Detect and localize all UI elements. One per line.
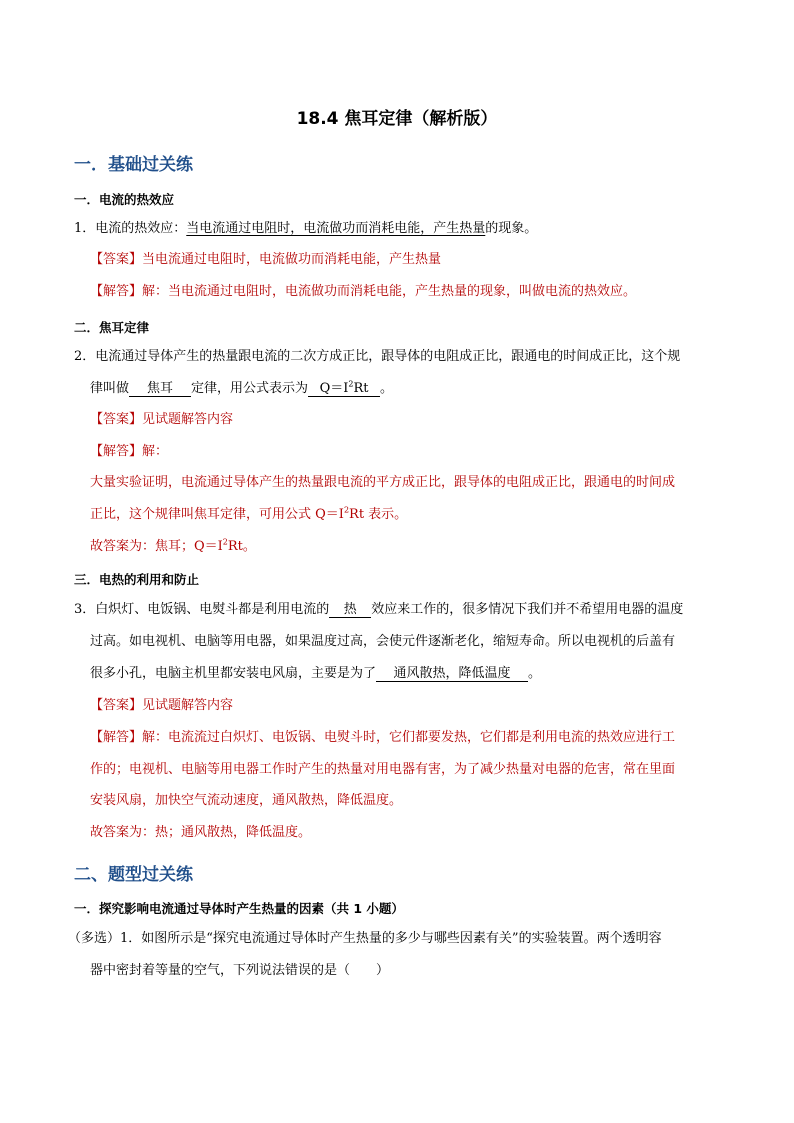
question-2-text-b: 定律，用公式表示为	[191, 381, 309, 396]
question-2-line-1: 2．电流通过导体产生的热量跟电流的二次方成正比，跟导体的电阻成正比，跟通电的时间成正比，这个规	[74, 349, 681, 364]
formula-exponent: 2	[348, 379, 354, 389]
question-4-line-2: 器中密封着等量的空气，下列说法错误的是（ ）	[90, 963, 390, 978]
analysis-exponent: 2	[343, 505, 350, 515]
topic-heading-heat-factors: 一．探究影响电流通过导体时产生热量的因素（共 1 小题）	[74, 901, 404, 916]
question-2-line-2	[90, 380, 393, 398]
question-2-text-c: 。	[380, 381, 394, 396]
answer-text: 见试题解答内容	[142, 698, 234, 713]
question-3-text-d: 。	[528, 666, 542, 681]
answer-1	[90, 251, 441, 269]
analysis-1	[90, 283, 636, 301]
analysis-text-a: 正比，这个规律叫焦耳定律，可用公式 Q＝I	[90, 507, 344, 522]
answer-3	[90, 697, 233, 715]
final-text-b: Rt。	[227, 539, 256, 554]
analysis-text: 解：	[142, 444, 169, 459]
analysis-2-line-2	[90, 506, 407, 524]
analysis-label: 【解答】	[90, 444, 143, 459]
analysis-3-line-1	[90, 729, 675, 747]
question-1-suffix: 的现象。	[485, 221, 538, 236]
question-1-prefix: 1．电流的热效应：	[74, 221, 187, 236]
analysis-label: 【解答】	[90, 284, 143, 299]
final-text-a: 故答案为：焦耳；Q＝I	[90, 539, 223, 554]
analysis-label: 【解答】	[90, 730, 143, 745]
question-3-text-c: 很多小孔，电脑主机里都安装电风扇，主要是为了	[90, 666, 377, 681]
analysis-text: 解：当电流通过电阻时，电流做功而消耗电能，产生热量的现象，叫做电流的热效应。	[142, 284, 637, 299]
answer-2	[90, 411, 233, 429]
question-1-answer-underlined: 当电流通过电阻时，电流做功而消耗电能，产生热量	[186, 221, 486, 236]
answer-text: 当电流通过电阻时，电流做功而消耗电能，产生热量	[142, 252, 442, 267]
answer-label: 【答案】	[90, 698, 143, 713]
fill-blank-2	[308, 381, 380, 397]
answer-label: 【答案】	[90, 412, 143, 427]
question-3-line-2: 过高。如电视机、电脑等用电器，如果温度过高，会使元件逐渐老化，缩短寿命。所以电视机的后盖有	[90, 634, 676, 649]
section-heading-basic: 一．基础过关练	[74, 155, 193, 175]
question-3-line-3	[90, 665, 541, 683]
fill-blank-4: 通风散热，降低温度	[376, 666, 528, 682]
question-2-text-a: 律叫做	[90, 381, 130, 396]
analysis-2	[90, 443, 168, 461]
final-exponent: 2	[222, 537, 228, 547]
topic-heading-joule-law: 二．焦耳定律	[74, 320, 150, 335]
formula-part-a: Q＝I	[319, 381, 349, 396]
question-3-text-b: 效应来工作的，很多情况下我们并不希望用电器的温度	[371, 602, 684, 617]
question-3-text-a: 3．白炽灯、电饭锅、电熨斗都是利用电流的	[74, 602, 330, 617]
analysis-3-line-3: 安装风扇，加快空气流动速度，通风散热，降低温度。	[90, 793, 403, 808]
topic-heading-heat-use: 三．电热的利用和防止	[74, 572, 200, 587]
final-answer-3: 故答案为：热；通风散热，降低温度。	[90, 825, 312, 840]
answer-label: 【答案】	[90, 252, 143, 267]
page-title: 18.4 焦耳定律（解析版）	[296, 109, 498, 129]
question-1	[74, 220, 537, 238]
topic-heading-heat-effect: 一．电流的热效应	[74, 192, 175, 207]
fill-blank-3: 热	[329, 602, 371, 618]
answer-text: 见试题解答内容	[142, 412, 234, 427]
question-3-line-1	[74, 601, 683, 619]
analysis-3-line-2: 作的；电视机、电脑等用电器工作时产生的热量对用电器有害，为了减少热量对电器的危害，常在里面	[90, 762, 676, 777]
analysis-text-b: Rt 表示。	[349, 507, 408, 522]
final-answer-2	[90, 538, 256, 556]
formula-part-b: Rt	[353, 381, 369, 396]
question-4-line-1: （多选）1．如图所示是“探究电流通过导体时产生热量的多少与哪些因素有关”的实验装置。两个透明容	[68, 931, 662, 946]
fill-blank-1: 焦耳	[129, 381, 191, 397]
analysis-text: 解：电流流过白炽灯、电饭锅、电熨斗时，它们都要发热，它们都是利用电流的热效应进行工	[142, 730, 676, 745]
section-heading-question-types: 二、题型过关练	[74, 865, 193, 885]
analysis-2-line-1: 大量实验证明，电流通过导体产生的热量跟电流的平方成正比，跟导体的电阻成正比，跟通电的时间成	[90, 475, 676, 490]
